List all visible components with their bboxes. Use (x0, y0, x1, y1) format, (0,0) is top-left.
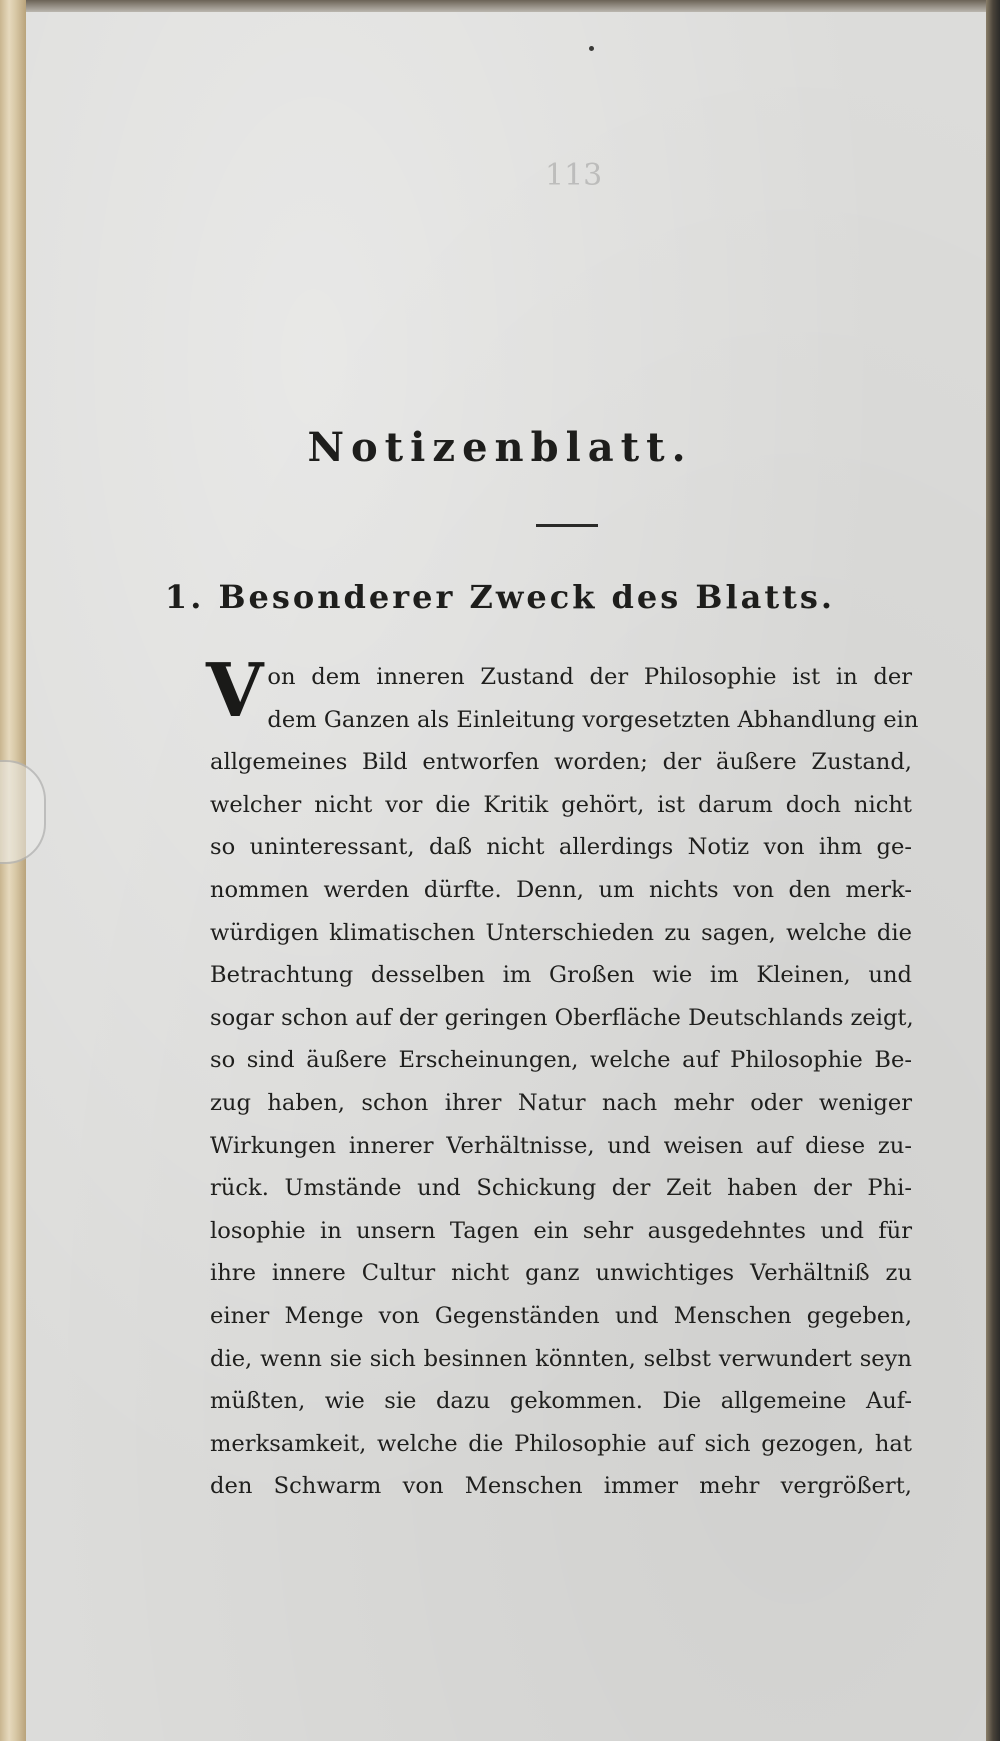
text-line: rück. Umstände und Schickung der Zeit haben der Phi- (210, 1175, 912, 1202)
text-line: so uninteressant, daß nicht allerdings Notiz von ihm ge- (210, 834, 912, 861)
text-line: so sind äußere Erscheinungen, welche auf Philosophie Be- (210, 1047, 912, 1074)
page-number: 113 (545, 158, 603, 193)
heading-rule (536, 524, 598, 527)
text-line: Betrachtung desselben im Großen wie im Kleinen, und (210, 962, 912, 989)
text-line: einer Menge von Gegenständen und Menschen gegeben, (210, 1302, 912, 1329)
text-line: sogar schon auf der geringen Oberfläche Deutschlands zeigt, (210, 1004, 914, 1031)
text-line: den Schwarm von Menschen immer mehr vergrößert, (210, 1473, 912, 1500)
book-page-edges-left (0, 0, 26, 1741)
book-cover-edge-right (986, 0, 1000, 1741)
body-text (206, 648, 919, 1508)
drop-cap: V (206, 648, 264, 734)
text-line: ihre innere Cultur nicht ganz unwichtiges Verhältniß zu (210, 1260, 912, 1287)
text-line: nommen werden dürfte. Denn, um nichts von den merk- (210, 876, 912, 903)
text-line: würdigen klimatischen Unterschieden zu sagen, welche die (210, 919, 912, 946)
text-line: allgemeines Bild entworfen worden; der äußere Zustand, (210, 749, 912, 776)
section-title: 1. Besonderer Zweck des Blatts. (164, 578, 836, 616)
text-line: Wirkungen innerer Verhältnisse, und weisen auf diese zu- (210, 1132, 912, 1159)
text-line: merksamkeit, welche die Philosophie auf sich gezogen, hat (210, 1430, 912, 1457)
text-line: on dem inneren Zustand der Philosophie ist in der (267, 664, 912, 690)
text-line: losophie in unsern Tagen ein sehr ausgedehntes und für (210, 1217, 912, 1244)
text-line: dem Ganzen als Einleitung vorgesetzten Abhandlung ein (267, 706, 919, 733)
text-line: die, wenn sie sich besinnen könnten, selbst verwundert seyn (210, 1345, 912, 1372)
text-line: zug haben, schon ihrer Natur nach mehr oder weniger (210, 1089, 912, 1116)
text-line: müßten, wie sie dazu gekommen. Die allgemeine Auf- (210, 1388, 912, 1415)
ink-dot (589, 46, 594, 51)
text-line: welcher nicht vor die Kritik gehört, ist darum doch nicht (210, 791, 912, 818)
page-heading: Notizenblatt. (307, 424, 693, 471)
